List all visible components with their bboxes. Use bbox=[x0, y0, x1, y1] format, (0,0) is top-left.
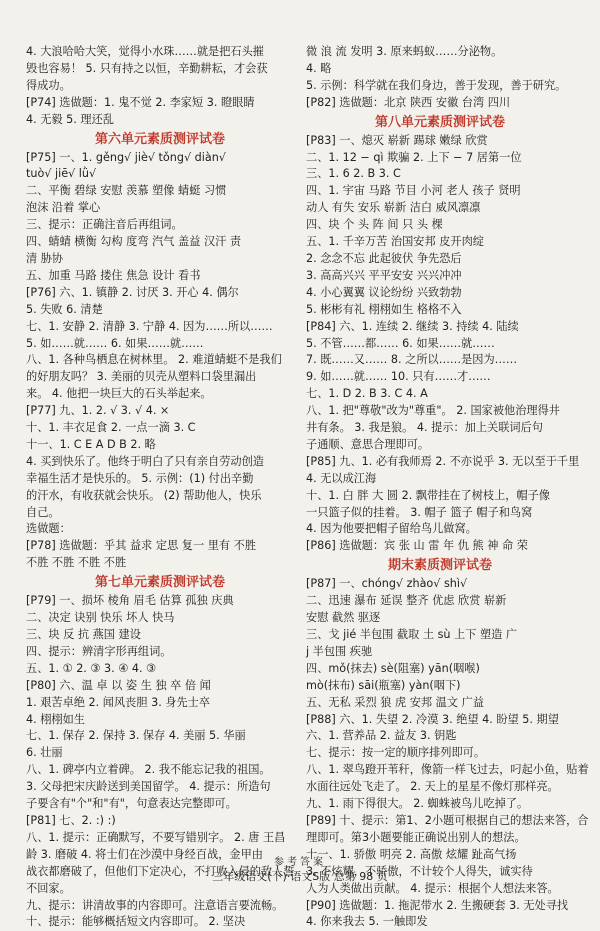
answer-line: 四、mǒ(抹去) sè(阻塞) yān(咽喉) bbox=[306, 661, 480, 675]
answer-line: 七、1. 安静 2. 清静 3. 宁静 4. 因为……所以…… bbox=[26, 319, 273, 333]
answer-line: 井有条。 3. 我是狼。 4. 提示：加上关联词后句 bbox=[306, 421, 543, 435]
section-heading: 期末素质测评试卷 bbox=[387, 558, 492, 574]
answer-line: [P83] 一、熄灭 崭新 踢球 嫩绿 欣赏 bbox=[306, 133, 488, 147]
answer-line: 八、1. 各种鸟栖息在树林里。 2. 难道蜻蜓不是我们 bbox=[26, 353, 282, 367]
answer-line: [P90] 选做题：1. 拖泥带水 2. 生搬硬套 3. 无处寻找 bbox=[306, 898, 569, 912]
answer-line: 5. 彬彬有礼 栩栩如生 格格不入 bbox=[306, 302, 462, 316]
answer-line: 一只篮子似的挂着。 3. 帽子 篮子 帽子和鸟窝 bbox=[306, 505, 533, 519]
answer-line: [P74] 选做题：1. 鬼不觉 2. 李家短 3. 瞪眼睛 bbox=[26, 95, 255, 109]
answer-line: j 半包围 疾驰 bbox=[306, 644, 373, 658]
answer-line: 2. 念念不忘 此起彼伏 争先恐后 bbox=[306, 251, 462, 265]
answer-line: [P87] 一、chóng√ zhào√ shì√ bbox=[306, 577, 468, 591]
answer-line: 1. 艰苦卓绝 2. 闻风丧胆 3. 身先士卒 bbox=[26, 695, 211, 709]
section-heading: 第七单元素质测评试卷 bbox=[94, 575, 225, 591]
answer-line: 幸福生活才是快乐的。 5. 示例：(1) 付出辛勤 bbox=[26, 471, 254, 485]
answer-line: [P89] 十、提示：第1、2小题可根据自己的想法来答，合 bbox=[306, 813, 589, 827]
answer-line: 二、迅速 瀑布 延误 整齐 优虑 欣赏 崭新 bbox=[306, 594, 507, 608]
answer-line: 3. 高高兴兴 平平安安 兴兴冲冲 bbox=[306, 268, 462, 282]
answer-line: 6. 壮丽 bbox=[26, 746, 63, 760]
answer-line: 八、1. 翠鸟蹬开苇秆，像箭一样飞过去，叼起小鱼，贴着 bbox=[306, 763, 589, 777]
answer-line: mò(抹布) sāi(瓶塞) yàn(咽下) bbox=[306, 678, 461, 692]
answer-line: 十一、1. 骄傲 明亮 2. 高傲 炫耀 趾高气扬 bbox=[306, 847, 517, 861]
footer-title: 参考答案 bbox=[274, 857, 326, 868]
answer-line: 安慰 截然 驱逐 bbox=[306, 611, 381, 625]
answer-line: 理即可。第3小题要能正确说出别人的想法。 bbox=[306, 830, 526, 844]
answer-line: 四、蜻蜻 横衡 勾构 度弯 汽气 盖益 汉汗 责 bbox=[26, 235, 242, 249]
answer-line: 战衣都磨破了，但他们下定决心，不打败入侵的敌人誓 bbox=[26, 864, 295, 878]
answer-line: 9. 如……就…… 10. 只有……才…… bbox=[306, 370, 491, 384]
answer-line: 四、提示：辨清字形再组词。 bbox=[26, 644, 172, 658]
answer-line: 4. 你来我去 5. 一触即发 bbox=[306, 915, 428, 929]
answer-line: [P75] 一、1. gěng√ jiè√ tǒng√ diàn√ bbox=[26, 150, 226, 164]
answer-line: 5. 示例：科学就在我们身边，善于发现，善于研究。 bbox=[306, 78, 567, 92]
answer-line: 毁也容易！ 5. 只有持之以恒，辛勤耕耘，才会获 bbox=[26, 61, 268, 75]
answer-line: 清 胁协 bbox=[26, 251, 64, 265]
answer-line: 二、平衡 碧绿 安慰 羡慕 塑像 蜻蜓 习惯 bbox=[26, 184, 227, 198]
answer-line: 得成功。 bbox=[26, 78, 71, 92]
answer-line: 五、1. 千辛万苦 治国安邦 皮开肉绽 bbox=[306, 235, 484, 249]
answer-line: 三、提示：正确注音后再组词。 bbox=[26, 218, 183, 232]
answer-line: 4. 略 bbox=[306, 61, 332, 75]
answer-line: [P78] 选做题：乎其 益求 定思 复一 里有 不胜 bbox=[26, 539, 257, 553]
answer-line: 自己。 bbox=[26, 505, 60, 519]
answer-line: 子要含有"个"和"有"，句意表达完整即可。 bbox=[26, 797, 237, 811]
answer-line: 4. 栩栩如生 bbox=[26, 712, 85, 726]
answer-line: 八、1. 碑亭内立着碑。 2. 我不能忘记我的祖国。 bbox=[26, 763, 271, 777]
answer-line: [P85] 九、1. 必有我师焉 2. 不亦说乎 3. 无以至于千里 bbox=[306, 454, 580, 468]
answer-line: 动人 有失 安乐 崭新 洁白 威风凛凛 bbox=[306, 201, 481, 215]
answer-line: tuò√ jiē√ lǜ√ bbox=[26, 167, 97, 181]
answer-line: 八、1. 提示：正确默写，不要写错别字。 2. 唐 王昌 bbox=[26, 830, 286, 844]
section-heading: 第六单元素质测评试卷 bbox=[94, 131, 225, 147]
answer-line: 4. 买到快乐了。他终于明白了只有亲自劳动创造 bbox=[26, 454, 264, 468]
answer-line: 3. 父母把宋庆龄送到美国留学。 4. 提示：所造句 bbox=[26, 780, 271, 794]
answer-line: [P86] 选做题：宾 张 山 雷 年 仇 熊 神 命 荣 bbox=[306, 539, 528, 553]
answer-line: 泡沫 沿着 掌心 bbox=[26, 201, 101, 215]
answer-line: [P84] 六、1. 连续 2. 继续 3. 持续 4. 陆续 bbox=[306, 319, 519, 333]
answer-line: 来。 4. 他把一块巨大的石头举起来。 bbox=[26, 387, 212, 401]
answer-line: 4. 无毅 5. 理还乱 bbox=[26, 112, 114, 126]
answer-line: 7. 既……又…… 8. 之所以……是因为…… bbox=[306, 353, 518, 367]
answer-line: 龄 3. 磨破 4. 将士们在沙漠中身经百战，金甲由 bbox=[26, 847, 263, 861]
answer-line: 五、加重 马路 搂住 焦急 设计 看书 bbox=[26, 268, 201, 282]
answer-line: 的好朋友吗？ 3. 美丽的贝壳从塑料口袋里漏出 bbox=[26, 370, 257, 384]
answer-line: 的汗水，有收获就会快乐。 (2) 帮助他人，快乐 bbox=[26, 488, 262, 502]
section-heading: 第八单元素质测评试卷 bbox=[374, 114, 505, 130]
answer-line: 六、1. 营养品 2. 益友 3. 钥匙 bbox=[306, 729, 457, 743]
right-column bbox=[306, 44, 589, 929]
answer-line: 不胜 不胜 不胜 不胜 bbox=[26, 556, 127, 570]
answer-line: 七、1. D 2. B 3. C 4. A bbox=[306, 387, 428, 401]
answer-line: 十一、1. C E A D B 2. 略 bbox=[26, 437, 156, 451]
answer-line: 十、1. 丰衣足食 2. 一点一滴 3. C bbox=[26, 421, 196, 435]
answer-line: 十、提示：能够概括短文内容即可。 2. 坚决 bbox=[26, 915, 246, 929]
answer-line: 四、块 个 头 阵 间 只 头 棵 bbox=[306, 218, 443, 232]
answer-line: 5. 如……就…… 6. 如果……就…… bbox=[26, 336, 204, 350]
footer-info: 三年级语文(下)·语文S版 总第 98 页 bbox=[212, 870, 388, 883]
answer-line: 九、提示：讲清故事的内容即可。注意语言要流畅。 bbox=[26, 898, 284, 912]
answer-line: 人为人类做出贡献。 4. 提示：根据个人想法来答。 bbox=[306, 881, 559, 895]
answer-line: 5. 不管……都…… 6. 如果……就…… bbox=[306, 336, 495, 350]
answer-line: 八、1. 把"尊敬"改为"尊重"。 2. 国家被他治理得井 bbox=[306, 404, 560, 418]
answer-line: 五、无私 采烈 狼 虎 安邦 温文 广益 bbox=[306, 695, 484, 709]
answer-line: [P77] 九、1. 2. √ 3. √ 4. × bbox=[26, 404, 170, 418]
answer-line: [P76] 六、1. 镇静 2. 讨厌 3. 开心 4. 偶尔 bbox=[26, 285, 239, 299]
answer-line: [P81] 七、2. :) :) bbox=[26, 813, 116, 827]
answer-line: [P88] 六、1. 失望 2. 冷漠 3. 绝望 4. 盼望 5. 期望 bbox=[306, 712, 559, 726]
answer-line: 子通顺、意思合理即可。 bbox=[306, 437, 430, 451]
answer-line: [P79] 一、损坏 棱角 眉毛 估算 孤独 庆典 bbox=[26, 594, 234, 608]
answer-line: 五、1. ① 2. ③ 3. ④ 4. ③ bbox=[26, 661, 157, 675]
answer-line: 三、1. 6 2. B 3. C bbox=[306, 167, 401, 181]
answer-line: 微 浪 流 发明 3. 原来蚂蚁……分泌物。 bbox=[306, 45, 503, 58]
answer-line: 4. 大浪哈哈大笑，觉得小水珠……就是把石头摧 bbox=[26, 45, 264, 58]
page-footer bbox=[0, 853, 600, 884]
answer-line: 水面往远处飞走了。 2. 天上的星星不像灯那样亮。 bbox=[306, 780, 559, 794]
answer-line: 5. 失败 6. 清楚 bbox=[26, 302, 103, 316]
answer-line: 四、1. 宇宙 马路 节目 小河 老人 孩子 贤明 bbox=[306, 184, 521, 198]
answer-line: [P80] 六、温 卓 以 姿 生 独 卒 倍 闻 bbox=[26, 678, 211, 692]
answer-line: 三、块 反 抗 燕国 建设 bbox=[26, 628, 141, 641]
answer-line: 二、1. 12 − qì 欺骗 2. 上下 − 7 居第一位 bbox=[306, 150, 522, 164]
answer-line: 4. 无以成江海 bbox=[306, 471, 377, 485]
answer-line: 4. 因为他要把帽子留给鸟儿做窝。 bbox=[306, 522, 477, 536]
answer-line: 十、1. 白 胖 大 圆 2. 飘带挂在了树枝上，帽子像 bbox=[306, 488, 551, 502]
answer-line: 九、1. 雨下得很大。 2. 蜘蛛被鸟儿吃掉了。 bbox=[306, 797, 529, 811]
left-column bbox=[26, 44, 295, 929]
answer-line: 二、决定 诀别 快乐 坏人 快马 bbox=[26, 611, 175, 625]
answer-line: 七、提示：按一定的顺序排列即可。 bbox=[306, 746, 486, 760]
answer-line: 4. 小心翼翼 议论纷纷 兴致勃勃 bbox=[306, 285, 462, 299]
answer-line: 三、戈 jié 半包围 截取 土 sù 上下 塑造 广 bbox=[306, 628, 518, 641]
answer-line: [P82] 选做题：北京 陕西 安徽 台湾 四川 bbox=[306, 95, 511, 109]
answer-line: 七、1. 保存 2. 保持 3. 保存 4. 美丽 5. 华丽 bbox=[26, 729, 246, 743]
answer-line: 3. 不炫耀，不骄傲，不计较个人得失，诚实待 bbox=[306, 864, 533, 878]
answer-line: 选做题： bbox=[26, 522, 71, 536]
answer-line: 不回家。 bbox=[26, 881, 71, 895]
